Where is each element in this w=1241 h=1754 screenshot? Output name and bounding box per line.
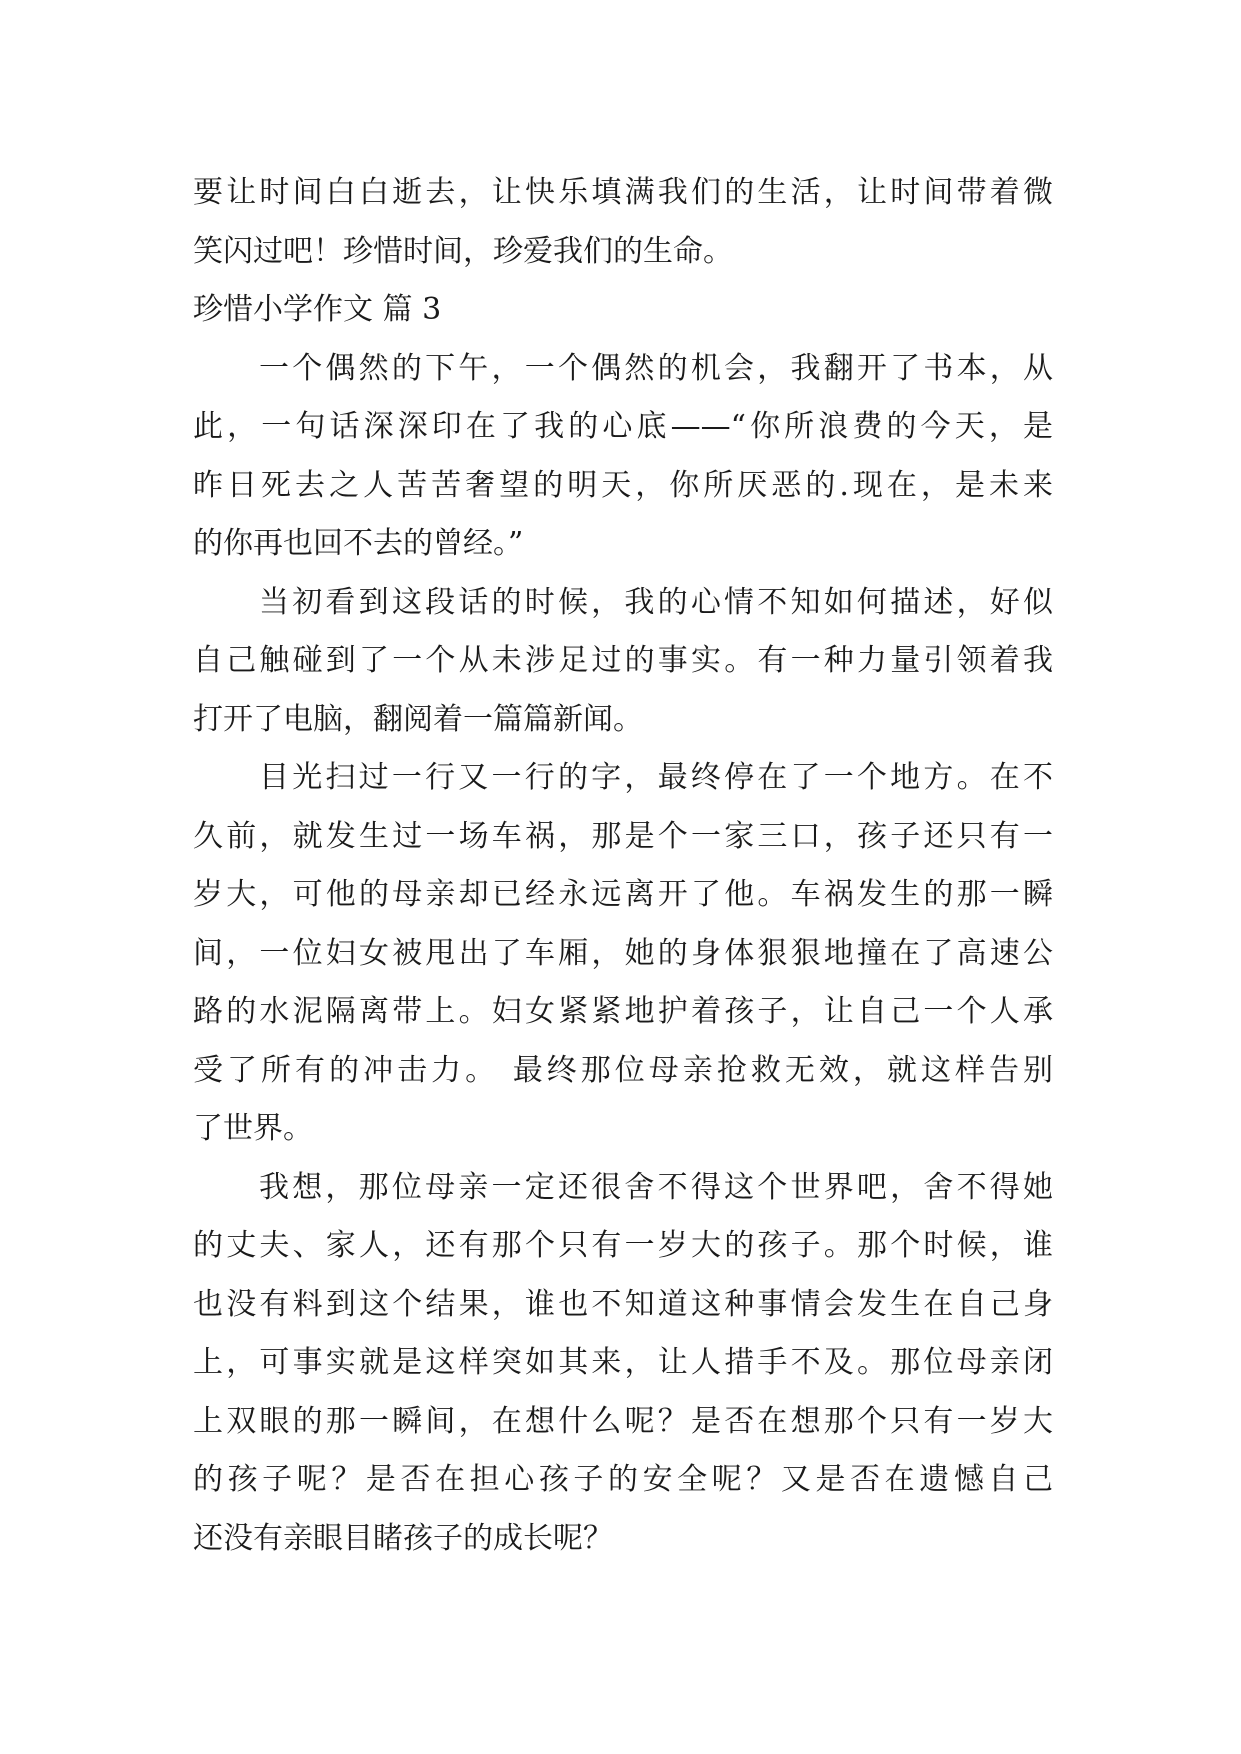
paragraph-line: 的丈夫、家人，还有那个只有一岁大的孩子。那个时候，谁 (193, 1228, 1053, 1263)
paragraph-line: 打开了电脑，翻阅着一篇篇新闻。 (193, 701, 643, 737)
paragraph-line: 上双眼的那一瞬间，在想什么呢？是否在想那个只有一岁大 (193, 1403, 1053, 1439)
paragraph-line: 当初看到这段话的时候，我的心情不知如何描述，好似 (259, 584, 1053, 620)
paragraph-line: 间，一位妇女被甩出了车厢，她的身体狠狠地撞在了高速公 (193, 935, 1053, 971)
paragraph-line: 此，一句话深深印在了我的心底——“你所浪费的今天，是 (193, 409, 1053, 444)
paragraph-line: 的你再也回不去的曾经。” (193, 526, 524, 561)
paragraph-line: 自己触碰到了一个从未涉足过的事实。有一种力量引领着我 (193, 643, 1053, 678)
paragraph-line: 还没有亲眼目睹孩子的成长呢？ (193, 1520, 613, 1556)
paragraph-line: 了世界。 (193, 1111, 313, 1146)
paragraph-line: 一个偶然的下午，一个偶然的机会，我翻开了书本，从 (259, 350, 1053, 386)
paragraph (193, 749, 1053, 1159)
paragraph-line: 久前，就发生过一场车祸，那是个一家三口，孩子还只有一 (193, 818, 1053, 854)
document-body (193, 164, 1053, 1568)
paragraph (193, 340, 1053, 574)
paragraph (193, 1159, 1053, 1569)
paragraph (193, 574, 1053, 750)
paragraph-line: 的孩子呢？是否在担心孩子的安全呢？又是否在遗憾自己 (193, 1462, 1053, 1497)
paragraph-line: 昨日死去之人苦苦奢望的明天，你所厌恶的.现在，是未来 (193, 467, 1053, 503)
intro-line: 笑闪过吧！珍惜时间，珍爱我们的生命。 (193, 233, 733, 269)
paragraph-line: 受了所有的冲击力。 最终那位母亲抢救无效，就这样告别 (193, 1052, 1053, 1088)
paragraph-line: 路的水泥隔离带上。妇女紧紧地护着孩子，让自己一个人承 (193, 994, 1053, 1029)
paragraph-line: 我想，那位母亲一定还很舍不得这个世界吧，舍不得她 (259, 1169, 1053, 1205)
paragraph-line: 岁大，可他的母亲却已经永远离开了他。车祸发生的那一瞬 (193, 877, 1053, 912)
paragraph-line: 上，可事实就是这样突如其来，让人措手不及。那位母亲闭 (193, 1345, 1053, 1380)
paragraph-line: 目光扫过一行又一行的字，最终停在了一个地方。在不 (259, 760, 1053, 795)
section-heading: 珍惜小学作文 篇 3 (193, 292, 442, 327)
intro-line: 要让时间白白逝去，让快乐填满我们的生活，让时间带着微 (193, 175, 1053, 210)
paragraph-line: 也没有料到这个结果，谁也不知道这种事情会发生在自己身 (193, 1286, 1053, 1322)
